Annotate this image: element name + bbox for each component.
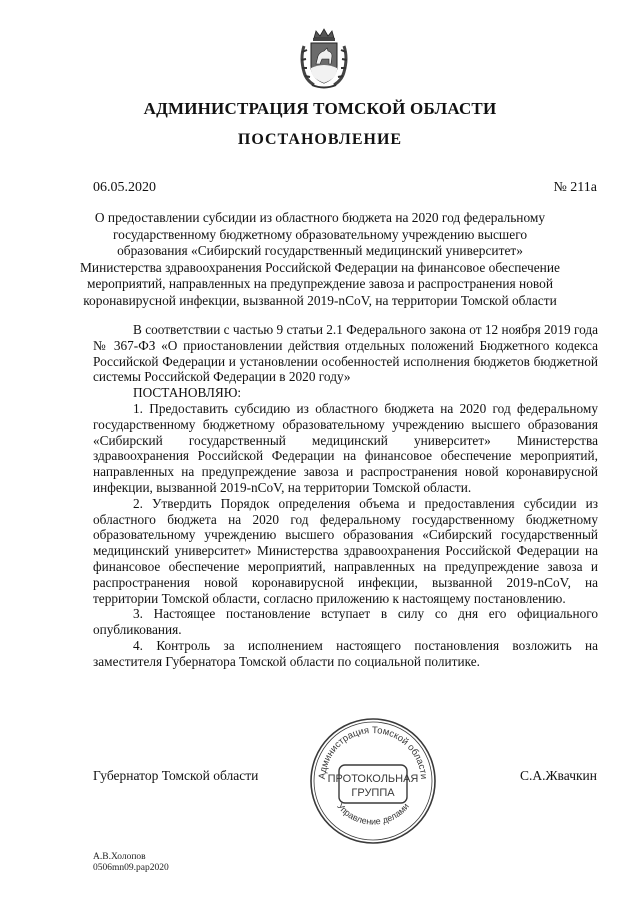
- stamp-center-line2: ГРУППА: [351, 787, 395, 799]
- document-number: № 211а: [553, 180, 597, 195]
- clause-paragraph: 1. Предоставить субсидию из областного бюджета на 2020 год федеральному государственному бюджетному образовательному учреждению высшего образования «Сибирский государственный медицинский университет» Министерства здравоохранения Российской Федерации на финансовое обеспечение мероприятий, направленных на предупреждение завоза и распространения новой коронавирусной инфекции, вызванной 2019-nCoV, на территории Томской области.: [93, 400, 598, 495]
- stamp-outer-text: Администрация Томской области: [316, 724, 430, 780]
- protocol-group-stamp: [307, 715, 439, 847]
- document-body: [93, 322, 598, 670]
- footer-file: 0506mn09.pap2020: [93, 863, 169, 873]
- subject-line: коронавирусной инфекции, вызванной 2019-nCoV, на территории Томской области: [83, 292, 557, 308]
- document-subject: [60, 210, 580, 310]
- document-type: ПОСТАНОВЛЕНИЕ: [237, 131, 403, 148]
- signer-name: С.А.Жвачкин: [519, 768, 597, 783]
- stamp-center-line1: ПРОТОКОЛЬНАЯ: [327, 773, 419, 785]
- stamp-bottom-text: Управление делами: [335, 801, 411, 827]
- footer-author: А.В.Холопов: [93, 852, 146, 862]
- clause-paragraph: 3. Настоящее постановление вступает в силу со дня его официального опубликования.: [93, 606, 598, 638]
- org-title: АДМИНИСТРАЦИЯ ТОМСКОЙ ОБЛАСТИ: [143, 99, 497, 118]
- document-footer: [93, 852, 169, 874]
- preamble-paragraph: В соответствии с частью 9 статьи 2.1 Федерального закона от 12 ноября 2019 года № 367-ФЗ «О приостановлении действия отдельных положений Бюджетного кодекса Российской Федерации и установлении особенностей исполнения бюджетов бюджетной системы Российской Федерации в 2020 году»: [93, 322, 598, 385]
- subject-line: мероприятий, направленных на предупреждение завоза и распространения новой: [86, 276, 553, 292]
- document-date: 06.05.2020: [93, 180, 156, 195]
- tomsk-coat-of-arms-icon: [296, 28, 352, 90]
- subject-line: образования «Сибирский государственный медицинский университет»: [117, 243, 523, 259]
- signer-role: Губернатор Томской области: [93, 768, 259, 783]
- clause-paragraph: 2. Утвердить Порядок определения объема и предоставления субсидии из областного бюджета на 2020 год федеральному государственному бюджетному образовательному учреждению высшего образования «Сибирский государственный медицинский университет» Министерства здравоохранения Российской Федерации на финансовое обеспечение мероприятий, направленных на предупреждение завоза и распространения новой коронавирусной инфекции, вызванной 2019-nCoV, на территории Томской области, согласно приложению к настоящему постановлению.: [93, 495, 598, 606]
- subject-line: Министерства здравоохранения Российской Федерации на финансовое обеспечение: [80, 259, 560, 275]
- subject-line: О предоставлении субсидии из областного бюджета на 2020 год федеральному: [94, 210, 546, 225]
- decree-word: ПОСТАНОВЛЯЮ:: [133, 385, 242, 401]
- subject-line: государственному бюджетному образовательному учреждению высшего: [112, 226, 528, 242]
- clause-paragraph: 4. Контроль за исполнением настоящего постановления возложить на заместителя Губернатора Томской области по социальной политике.: [93, 637, 598, 669]
